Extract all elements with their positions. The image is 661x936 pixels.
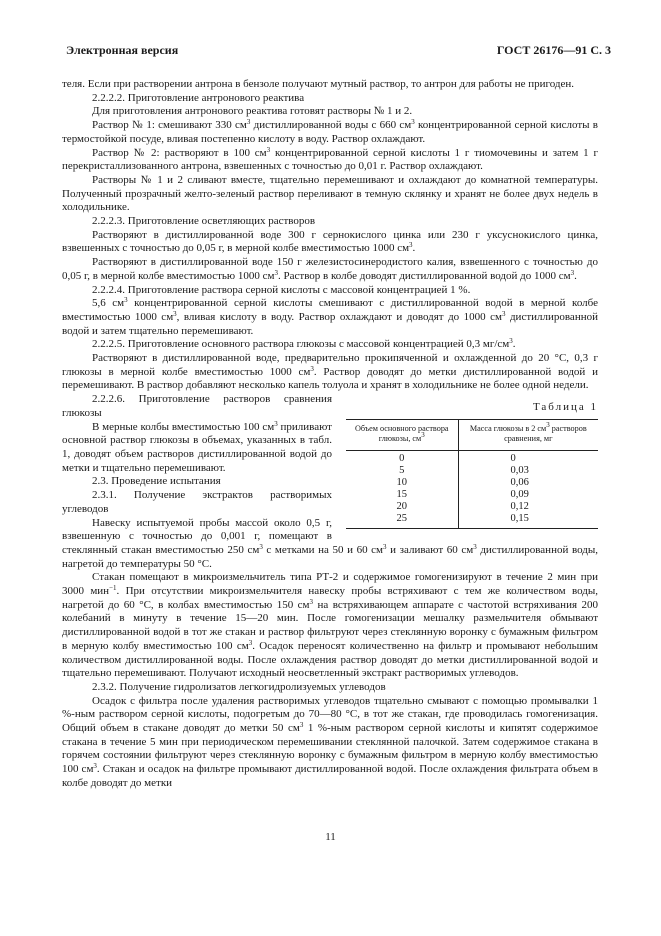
section-heading-2-3-2: 2.3.2. Получение гидролизатов легкогидролизуемых углеводов [92,680,386,693]
section-heading-2-2-2-3: 2.2.2.3. Приготовление осветляющих растворов [92,215,316,228]
paragraph: теля. Если при растворении антрона в бензоле получают мутный раствор, то антрон для работы не пригоден. [62,78,575,90]
page-number: 11 [325,831,336,843]
table-row [346,465,598,477]
paragraph: Для приготовления антронового реактива готовят растворы № 1 и 2. [92,105,413,118]
table-row [346,513,598,529]
section-heading-2-3: 2.3. Проведение испытания [92,475,221,488]
table-cell-volume: 15 [396,489,408,501]
table-cell-volume: 10 [396,477,408,489]
paragraph: Растворяют в дистиллированной воде 150 г железистосинеродистого калия, взвешенного с точностью до 0,05 г, в мерной колбе вместимостью 1000 $см^3$. Раствор в колбе доводят дистиллированной водой до 1000 $см^3$. [62,256,598,282]
paragraph: Растворы № 1 и 2 сливают вместе, тщательно перемешивают и охлаждают до комнатной температуры. Полученный прозрачный желто-зеленый раствор переливают в темную склянку и хранят не более двух недель в холодильнике. [62,173,598,214]
table-cell-volume: 25 [396,513,408,525]
section-heading-2-2-2-6: 2.2.2.6. Приготовление растворов сравнения глюкозы [62,393,332,419]
section-heading-2-3-1: 2.3.1. Получение экстрактов растворимых углеводов [62,489,332,515]
header-edition-label: Электронная версия [66,43,179,57]
table-header-volume: Объем основного раствора глюкозы, $см^3$ [346,419,458,450]
table-cell-mass: 0,06 [458,477,598,489]
section-heading-2-2-2-2: 2.2.2.2. Приготовление антронового реактива [92,91,305,104]
table-cell-volume: 0 [399,452,405,464]
table-cell-mass: 0,12 [458,501,598,513]
table-1 [346,401,598,529]
paragraph: Растворяют в дистиллированной воде 300 г сернокислого цинка или 230 г уксуснокислого цинка, взвешенных с точностью до 0,05 г, в мерной колбе вместимостью 1000 $см^3$. [62,228,598,255]
table-row [346,489,598,501]
table-row [346,450,598,465]
table-caption: Таблица 1 [532,401,598,414]
paragraph: Стакан помещают в микроизмельчитель типа РТ-2 и содержимое гомогенизируют в течение 2 мин при 3000 мин$^{-1}$. При отсутствии микроизмельчителя навеску пробы встряхивают с тем же количеством воды, нагретой до 60 °С, в колбах вместимостью 150 $см^3$ на встряхивающем аппарате с частотой встряхивания 200 колебаний в минуту в течение 15—20 мин. После гомогенизации мешалку размельчителя обмывают дистиллированной водой в тот же стакан и раствор фильтруют через стеклянную воронку с бумажным фильтром в мерную колбу вместимостью 100 $см^3$. Осадок переносят количественно на фильтр и промывают небольшим количеством дистиллированной воды. После охлаждения раствор доводят до метки дистиллированной водой и тщательно перемешивают. Получают исходный неосветленный экстракт растворимых углеводов. [62,571,599,680]
header-standard-number: ГОСТ 26176—91 С. 3 [496,43,611,57]
table-cell-mass: 0,09 [458,489,598,501]
table-cell-volume: 20 [396,501,408,513]
table-cell-mass: 0 [458,450,598,465]
paragraph: Растворяют в дистиллированной воде, предварительно прокипяченной и охлажденной до 20 °С, 0,3 г глюкозы в мерной колбе вместимостью 1000 $см^3$. Раствор доводят до метки дистиллированной водой и перемешивают. В раствор добавляют несколько капель толуола и хранят в холодильнике не более одной недели. [62,352,598,392]
paragraph: 5,6 $см^3$ концентрированной серной кислоты смешивают с дистиллированной водой в мерной колбе вместимостью 1000 $см^3$, вливая кислоту в воду. Раствор охлаждают и доводят до 1000 $см^3$ дистиллированной водой и затем тщательно перемешивают. [62,296,598,337]
paragraph-solution-1: Раствор № 1: смешивают 330 $см^3$ дистиллированной воды с 660 $см^3$ концентрированной серной кислоты в термостойкой посуде, вливая постепенно кислоту в воду. Раствор охлаждают. [62,118,598,145]
paragraph-solution-2: Раствор № 2: растворяют в 100 $см^3$ концентрированной серной кислоты 1 г тиомочевины и затем 1 г перекристаллизованного антрона, взвешенных с точностью до 0,01 г. Раствор охлаждают. [62,145,598,173]
section-heading-2-2-2-4: 2.2.2.4. Приготовление раствора серной кислоты с массовой концентрацией 1 %. [92,283,471,296]
table-wrap-zone [62,393,598,571]
table-header-mass: Масса глюкозы в 2 $см^3$ растворов сравнения, мг [458,419,598,450]
paragraph: Навеску испытуемой пробы массой около 0,5 г, взвешенную с точностью до 0,001 г, помещают в стеклянный стакан вместимостью 250 $см^3$ с метками на 50 и 60 $см^3$ и заливают 60 $см^3$ дистиллированной воды, нагретой до температуры 50 °С. [62,516,598,570]
table-cell-mass: 0,15 [458,513,598,529]
section-heading-2-2-2-5: 2.2.2.5. Приготовление основного раствора глюкозы с массовой концентрацией 0,3 $мг/см^3$. [92,337,516,351]
glucose-reference-table [346,419,598,530]
table-row [346,477,598,489]
paragraph: Осадок с фильтра после удаления растворимых углеводов тщательно смывают с помощью промывалки 1 %-ным раствором серной кислоты, подогретым до 70—80 °С, в тот же стакан, где проводилась гомогенизация. Общий объем в стакане доводят до метки 50 $см^3$ 1 %-ным раствором серной кислоты и кипятят содержимое стакана в течение 5 мин при периодическом перемешивании стеклянной палочкой. Затем содержимое стакана в горячем состоянии фильтруют через стеклянную воронку с бумажным фильтром в мерную колбу вместимостью 100 $см^3$. Стакан и осадок на фильтре промывают дистиллированной водой. После охлаждения фильтрата объем в колбе доводят до метки [62,694,598,789]
table-cell-volume: 5 [399,464,405,476]
paragraph: В мерные колбы вместимостью 100 $см^3$ приливают основной раствор глюкозы в объемах, указанных в табл. 1, доводят объем растворов дистиллированной водой до метки и тщательно перемешивают. [62,419,332,474]
table-row [346,501,598,513]
table-cell-mass: 0,03 [458,465,598,477]
document-body [62,78,598,791]
